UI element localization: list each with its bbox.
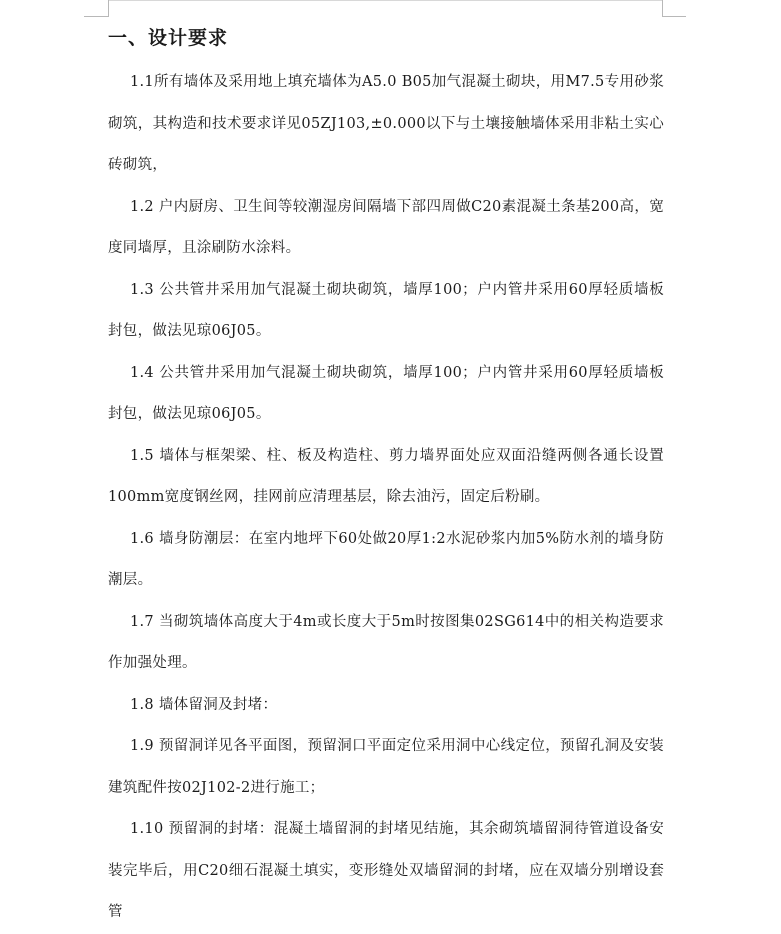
paragraph-1-3: 1.3 公共管井采用加气混凝土砌块砌筑，墙厚100；户内管井采用60厚轻质墙板封包，做法见琼06J05。 (108, 281, 664, 339)
page-top-edge (108, 0, 663, 1)
paragraph-1-7: 1.7 当砌筑墙体高度大于4m或长度大于5m时按图集02SG614中的相关构造要求作加强处理。 (108, 613, 664, 671)
paragraph-1-10: 1.10 预留洞的封堵：混凝土墙留洞的封堵见结施，其余砌筑墙留洞待管道设备安装完毕后，用C20细石混凝土填实，变形缝处双墙留洞的封堵，应在双墙分别增设套管 (108, 821, 664, 920)
paragraph-1-1: 1.1所有墙体及采用地上填充墙体为A5.0 B05加气混凝土砌块，用M7.5专用砂浆砌筑，其构造和技术要求详见05ZJ103,±0.000以下与土壤接触墙体采用非粘土实心砖砌筑， (108, 74, 664, 173)
section-heading: 一、设计要求 (108, 27, 229, 49)
margin-mark-top-right-horizontal (662, 16, 686, 17)
paragraph-1-5: 1.5 墙体与框架梁、柱、板及构造柱、剪力墙界面处应双面沿缝两侧各通长设置100mm宽度钢丝网，挂网前应清理基层，除去油污，固定后粉刷。 (108, 447, 664, 505)
paragraph-1-6: 1.6 墙身防潮层：在室内地坪下60处做20厚1:2水泥砂浆内加5%防水剂的墙身防潮层。 (108, 530, 664, 588)
paragraph-1-4: 1.4 公共管井采用加气混凝土砌块砌筑，墙厚100；户内管井采用60厚轻质墙板封包，做法见琼06J05。 (108, 364, 664, 422)
document-body[interactable] (108, 22, 664, 934)
margin-mark-top-left-horizontal (84, 16, 108, 17)
margin-mark-top-right-vertical (662, 0, 663, 17)
margin-mark-top-left-vertical (108, 0, 109, 17)
paragraph-1-2: 1.2 户内厨房、卫生间等较潮湿房间隔墙下部四周做C20素混凝土条基200高，宽度同墙厚，且涂刷防水涂料。 (108, 198, 664, 256)
paragraph-1-9: 1.9 预留洞详见各平面图，预留洞口平面定位采用洞中心线定位，预留孔洞及安装建筑配件按02J102-2进行施工； (108, 738, 664, 796)
paragraph-1-8: 1.8 墙体留洞及封堵： (130, 696, 278, 713)
